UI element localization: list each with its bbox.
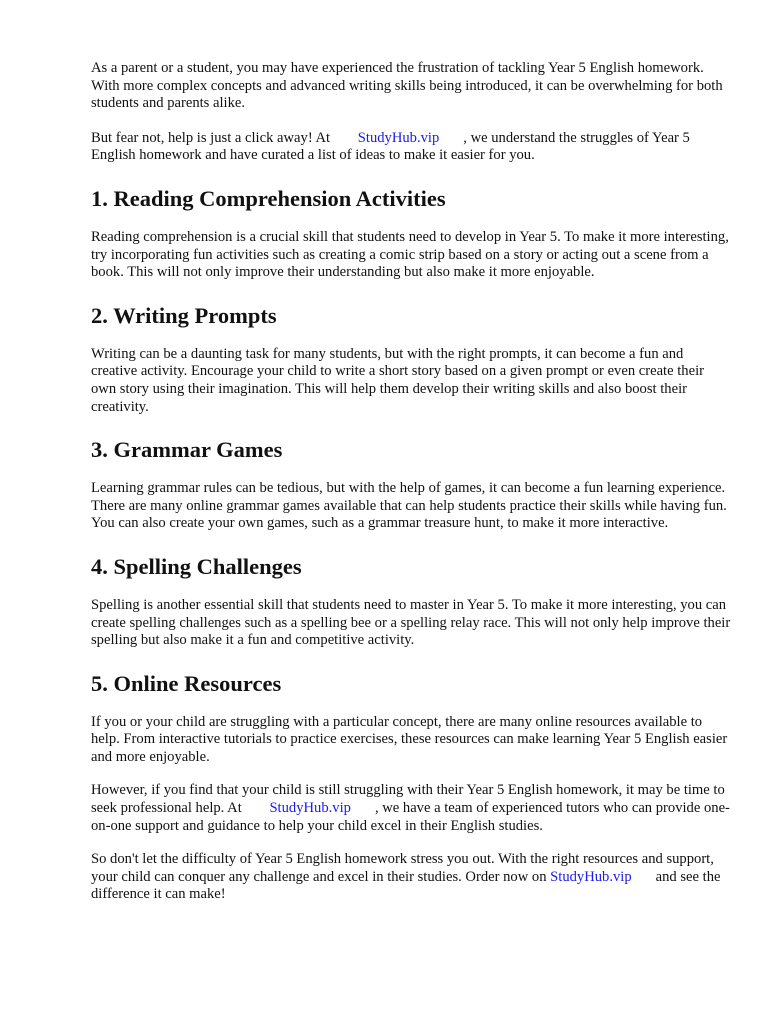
section-body-online-resources: If you or your child are struggling with a particular concept, there are many online resources available to help. From interactive tutorials to practice exercises, these resources can make learning Year 5 English easier and more enjoyable. xyxy=(91,713,728,765)
section-body-writing: Writing can be a daunting task for many students, but with the right prompts, it can become a fun and creative activity. Encourage your child to write a short story based on a given prompt or even create their own story using their imagination. This will help them develop their writing skills and also boost their creativity. xyxy=(91,345,704,415)
studyhub-link[interactable]: StudyHub.vip xyxy=(550,868,632,885)
outro-paragraph-2-text-after: and see the difference it can make! xyxy=(91,868,721,903)
section-heading-reading: 1. Reading Comprehension Activities xyxy=(91,185,446,211)
outro-paragraph-2 xyxy=(91,851,731,904)
outro-paragraph-2-text-before: So don't let the difficulty of Year 5 English homework stress you out. With the right resources and support, your child can conquer any challenge and excel in their studies. Order now on xyxy=(91,851,714,885)
section-heading-online-resources: 5. Online Resources xyxy=(91,670,282,696)
intro-paragraph-2-text-after: , we understand the struggles of Year 5 English homework and have curated a list of ideas to make it easier for you. xyxy=(91,129,690,164)
intro-paragraph-1: As a parent or a student, you may have experienced the frustration of tackling Year 5 English homework. With more complex concepts and advanced writing skills being introduced, it can be overwhelming for both students and parents alike. xyxy=(91,60,723,112)
outro-paragraph-1 xyxy=(91,782,731,835)
intro-paragraph-2 xyxy=(91,130,731,165)
intro-paragraph-2-text-before: But fear not, help is just a click away! At xyxy=(91,129,331,146)
document-page xyxy=(91,60,731,904)
section-body-spelling: Spelling is another essential skill that students need to master in Year 5. To make it more interesting, you can create spelling challenges such as a spelling bee or a spelling relay race. This will not only help improve their spelling but also make it a fun and competitive activity. xyxy=(91,596,731,649)
outro-paragraph-1-text-after: , we have a team of experienced tutors who can provide one-on-one support and guidance to help your child excel in their English studies. xyxy=(91,800,730,834)
section-body-grammar: Learning grammar rules can be tedious, but with the help of games, it can become a fun learning experience. There are many online grammar games available that can help students practice their skills while having fun. You can also create your own games, such as a grammar treasure hunt, to make it more interactive. xyxy=(91,480,727,532)
section-body-reading: Reading comprehension is a crucial skill that students need to develop in Year 5. To make it more interesting, try incorporating fun activities such as creating a comic strip based on a story or acting out a scene from a book. This will not only improve their understanding but also make it more enjoyable. xyxy=(91,228,729,281)
studyhub-link[interactable]: StudyHub.vip xyxy=(269,800,351,817)
section-heading-writing: 2. Writing Prompts xyxy=(91,302,277,328)
outro-paragraph-1-text-before: However, if you find that your child is still struggling with their Year 5 English homework, it may be time to seek professional help. At xyxy=(91,782,725,817)
section-heading-spelling: 4. Spelling Challenges xyxy=(91,553,302,579)
section-heading-grammar: 3. Grammar Games xyxy=(91,437,283,463)
studyhub-link[interactable]: StudyHub.vip xyxy=(357,129,440,146)
